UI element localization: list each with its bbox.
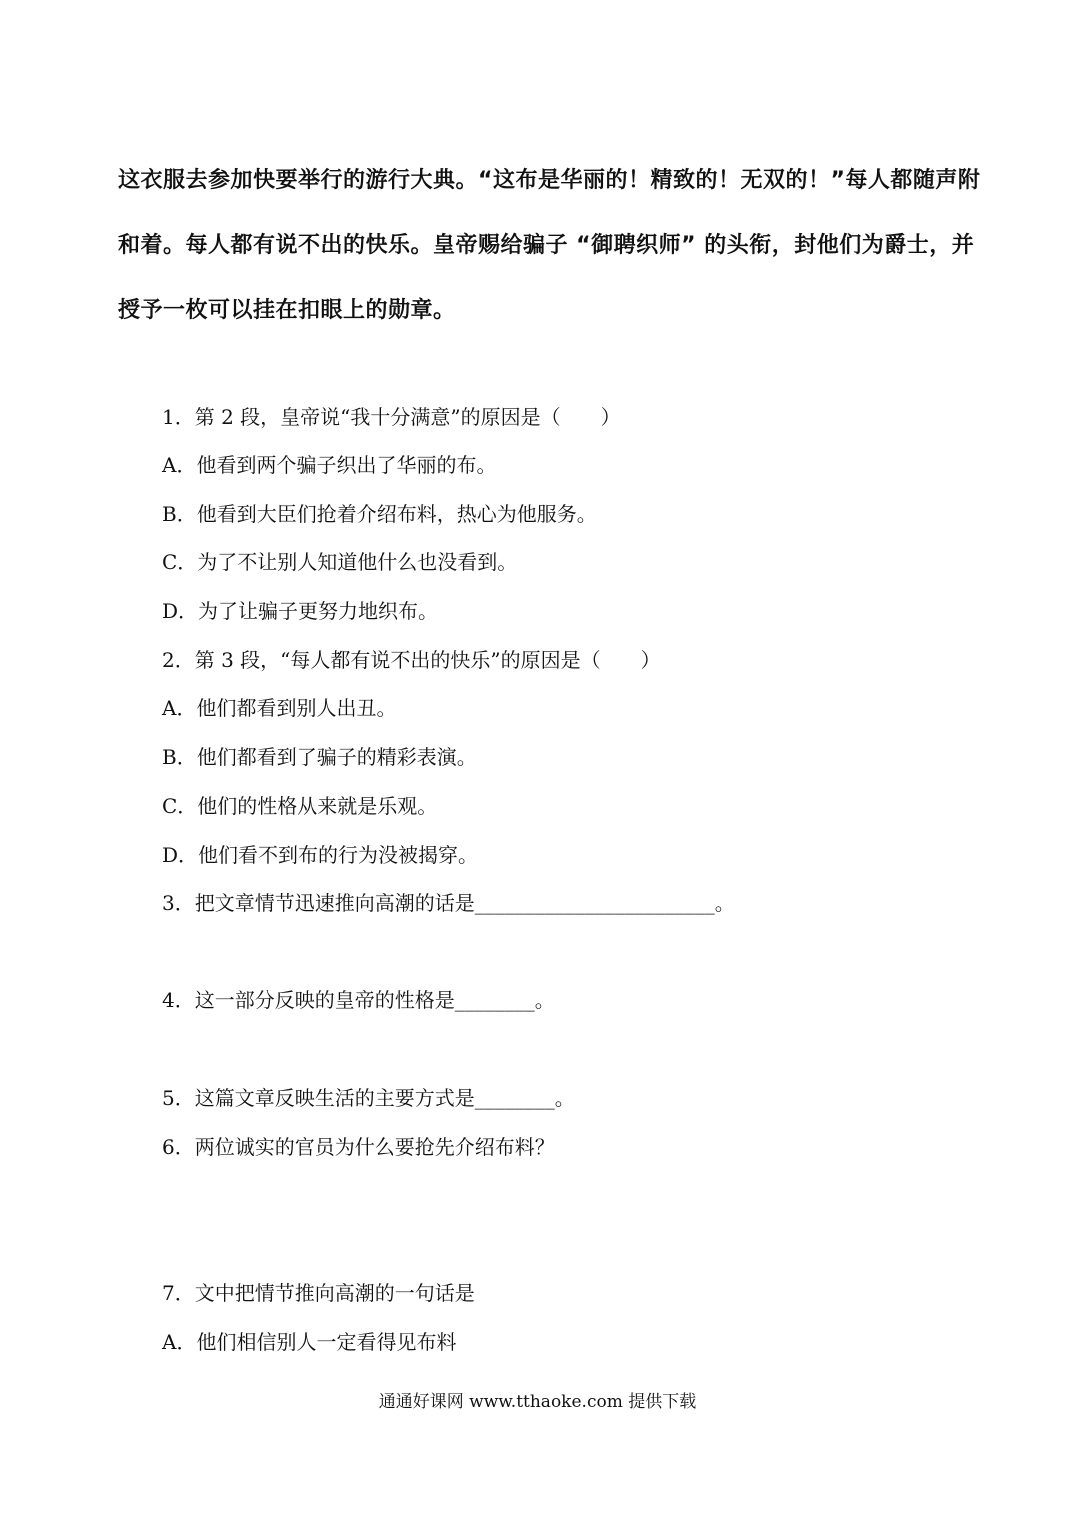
question-6: 6．两位诚实的官员为什么要抢先介绍布料？ xyxy=(162,1135,555,1159)
passage-line-3: 授予一枚可以挂在扣眼上的勋章。 xyxy=(118,298,456,323)
question-2-option-c: C．他们的性格从来就是乐观。 xyxy=(162,794,438,818)
question-2-option-d: D．他们看不到布的行为没被揭穿。 xyxy=(162,843,479,867)
question-7-stem: 7．文中把情节推向高潮的一句话是 xyxy=(162,1281,475,1305)
passage-line-2: 和着。每人都有说不出的快乐。皇帝赐给骗子 “御聘织师” 的头衔，封他们为爵士，并 xyxy=(118,233,975,258)
question-1-option-d: D．为了让骗子更努力地织布。 xyxy=(162,599,439,623)
question-2-stem: 2．第 3 段，“每人都有说不出的快乐”的原因是（ ） xyxy=(162,648,661,672)
question-3: 3．把文章情节迅速推向高潮的话是________________________。 xyxy=(162,891,735,915)
question-5: 5．这篇文章反映生活的主要方式是________。 xyxy=(162,1086,575,1110)
question-7-option-a: A．他们相信别人一定看得见布料 xyxy=(162,1330,457,1354)
question-1-option-b: B．他看到大臣们抢着介绍布料，热心为他服务。 xyxy=(162,502,597,526)
question-2-option-b: B．他们都看到了骗子的精彩表演。 xyxy=(162,745,477,769)
page-footer: 通通好课网 www.tthaoke.com 提供下载 xyxy=(378,1392,697,1412)
question-4: 4．这一部分反映的皇帝的性格是________。 xyxy=(162,988,555,1012)
question-1-option-a: A．他看到两个骗子织出了华丽的布。 xyxy=(162,453,497,477)
passage-line-1: 这衣服去参加快要举行的游行大典。“这布是华丽的！精致的！无双的！”每人都随声附 xyxy=(118,168,981,193)
question-1-option-c: C．为了不让别人知道他什么也没看到。 xyxy=(162,550,518,574)
question-2-option-a: A．他们都看到别人出丑。 xyxy=(162,696,397,720)
question-1-stem: 1．第 2 段，皇帝说“我十分满意”的原因是（ ） xyxy=(162,405,621,429)
